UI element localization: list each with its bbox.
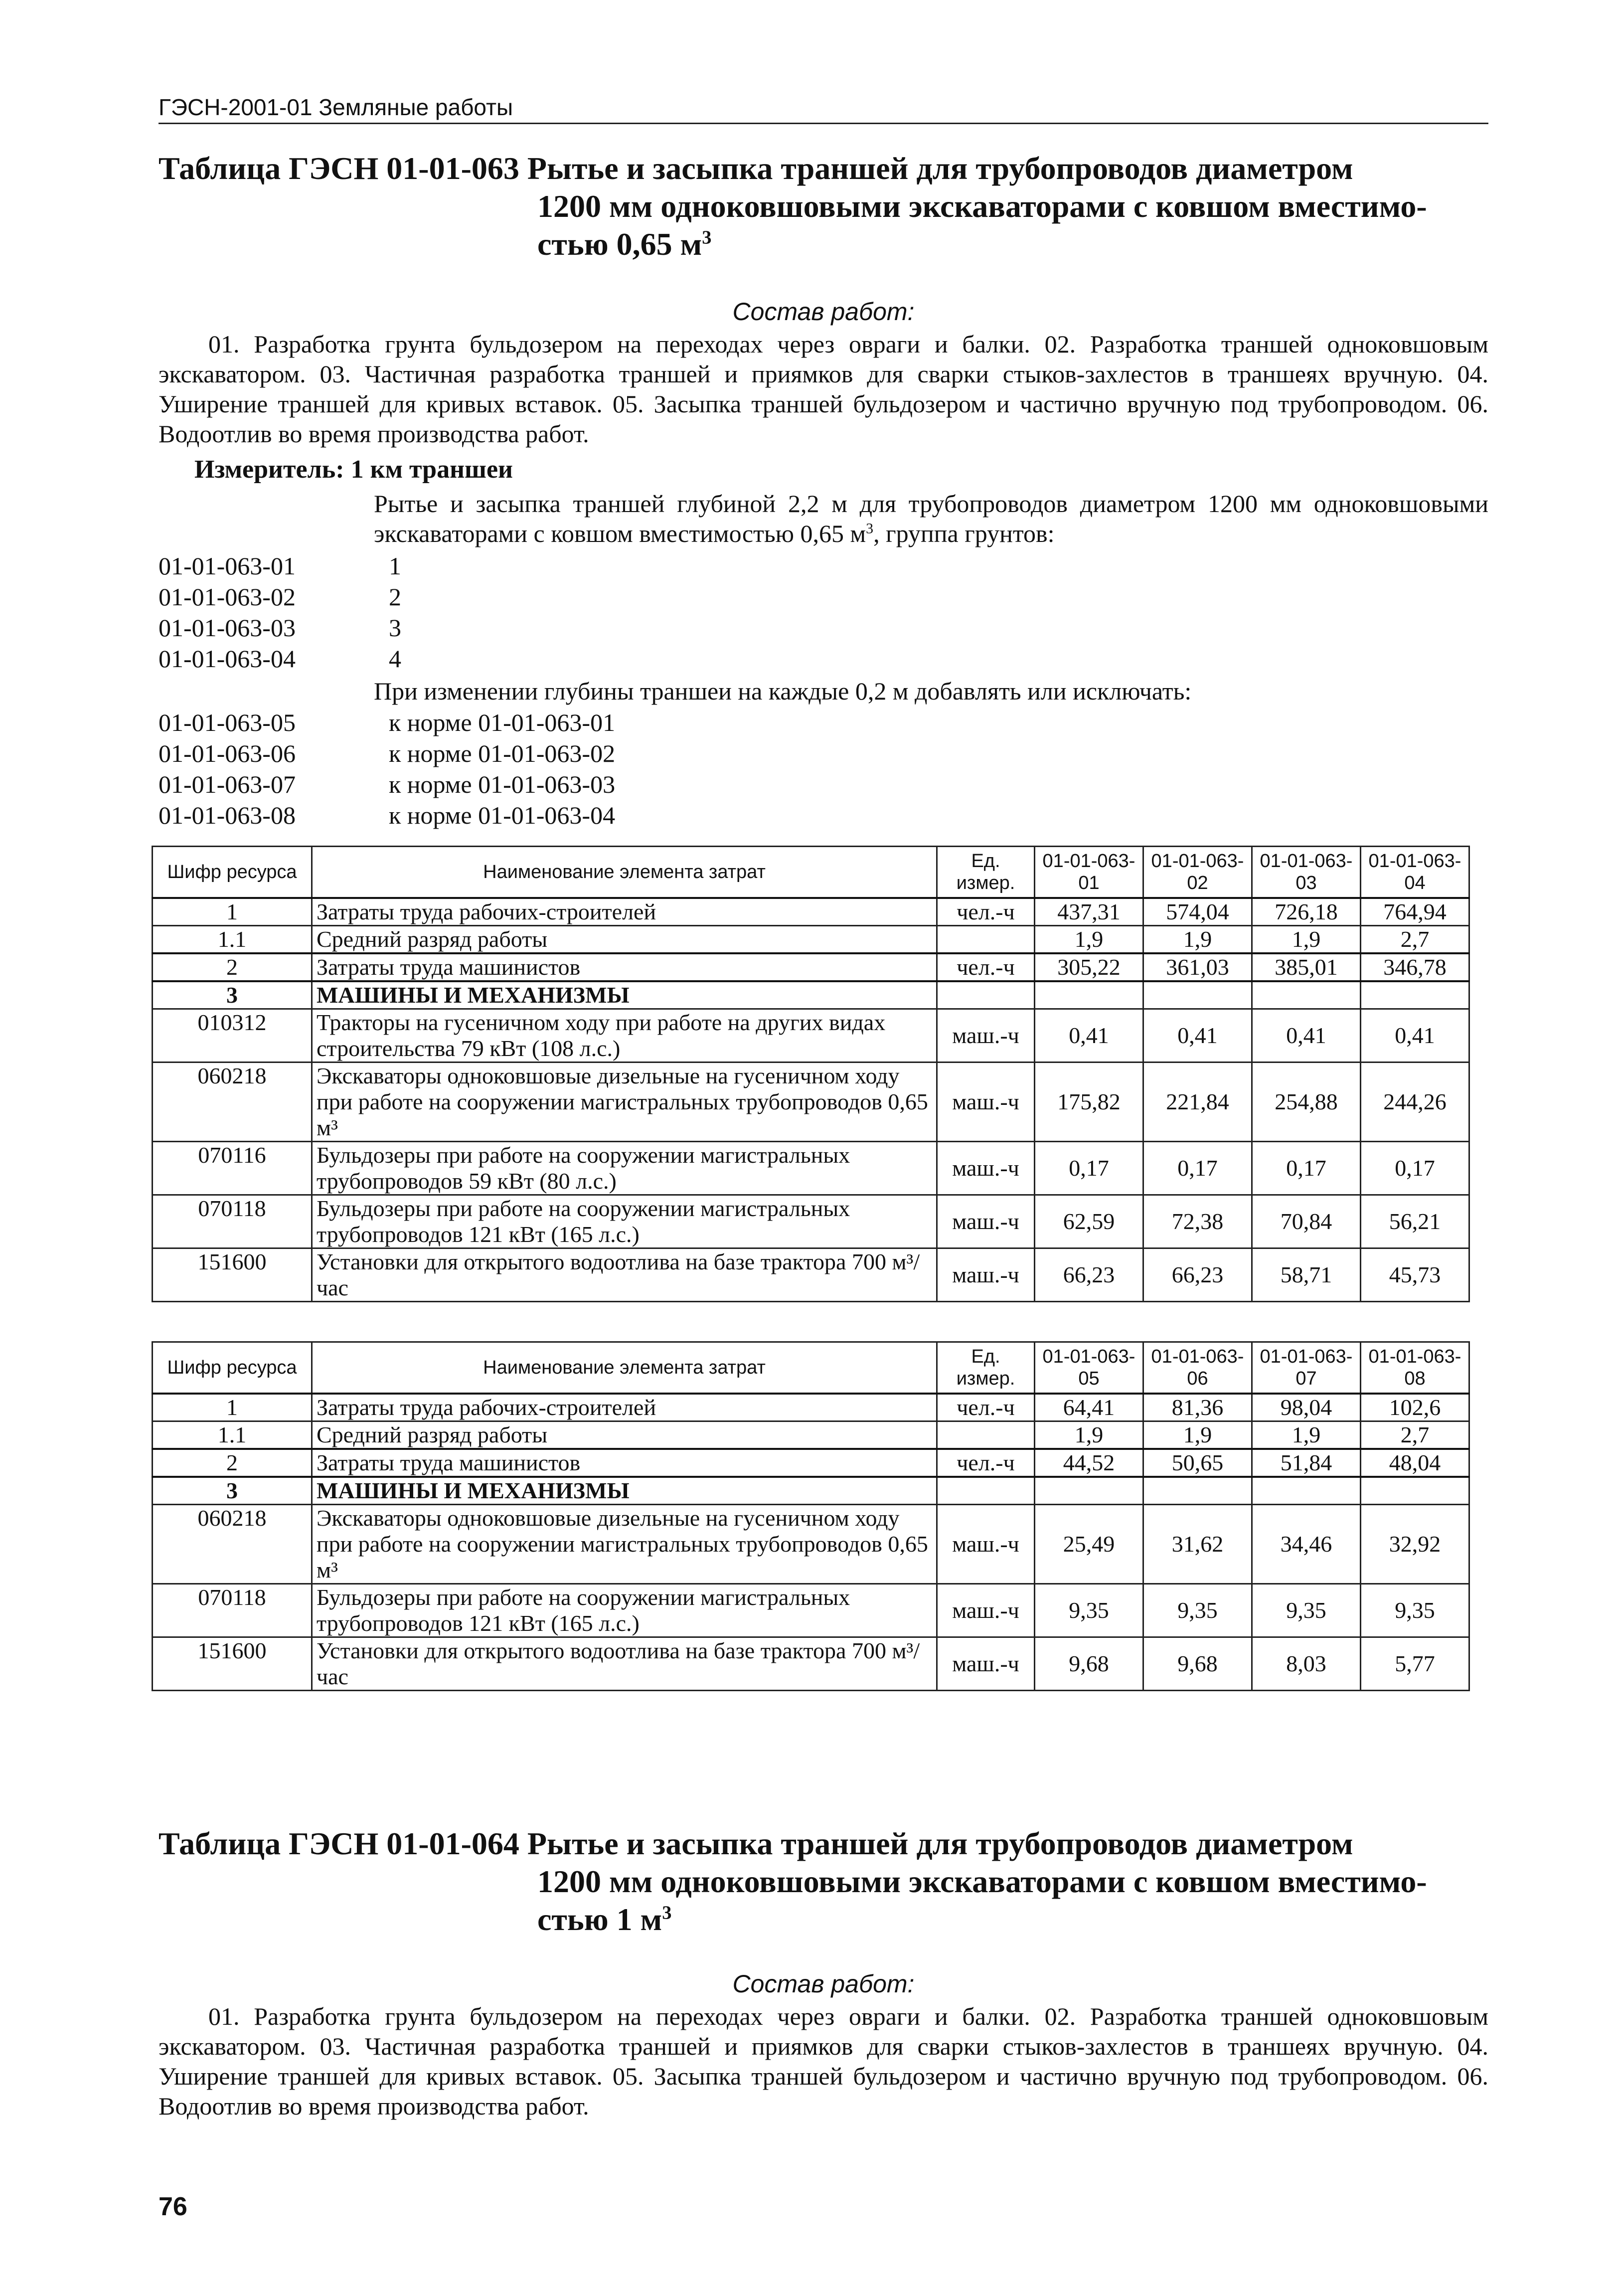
value-cell: 9,68: [1143, 1637, 1252, 1691]
value-cell: 50,65: [1143, 1449, 1252, 1477]
title-line-3: стью 0,65 $м^3$: [537, 226, 712, 262]
table-row: [153, 953, 1469, 981]
value-cell: 66,23: [1035, 1248, 1143, 1302]
value-cell: 2,7: [1361, 1421, 1469, 1449]
column-header: 01-01-063-08: [1361, 1342, 1469, 1394]
table-row: [153, 1637, 1469, 1691]
value-cell: 9,35: [1361, 1584, 1469, 1637]
value-cell: 221,84: [1143, 1062, 1252, 1142]
column-header: Ед. измер.: [937, 847, 1035, 898]
table-row: [153, 1394, 1469, 1421]
value-cell: 0,41: [1143, 1009, 1252, 1062]
unit-cell: чел.-ч: [937, 1449, 1035, 1477]
value-cell: 58,71: [1252, 1248, 1361, 1302]
column-header: 01-01-063-07: [1252, 1342, 1361, 1394]
value-cell: 64,41: [1035, 1394, 1143, 1421]
resource-code-cell: 010312: [153, 1009, 312, 1062]
resource-code-cell: 070118: [153, 1195, 312, 1248]
value-cell: 254,88: [1252, 1062, 1361, 1142]
work-composition-text: 01. Разработка грунта бульдозером на переходах через овраги и балки. 02. Разработка траншей одноковшовым экскаватором. 03. Частичная разработка траншей и приямков для сварки стыков-захлестов в траншеях вручную. 04. Уширение траншей для кривых вставок. 05. Засыпка траншей бульдозером и частично вручную под трубопроводом. 06. Водоотлив во время производства работ.: [159, 330, 1488, 448]
value-cell: 726,18: [1252, 898, 1361, 926]
resource-code-cell: 151600: [153, 1637, 312, 1691]
value-cell: 1,9: [1143, 1421, 1252, 1449]
value-cell: 25,49: [1035, 1505, 1143, 1584]
unit-cell: [937, 1477, 1035, 1505]
norm-code-value: к норме 01-01-063-04: [389, 801, 616, 829]
resource-name-cell: Экскаваторы одноковшовые дизельные на гусеничном ходу при работе на сооружении магистральных трубопроводов 0,65 м³: [312, 1062, 937, 1142]
unit-cell: маш.-ч: [937, 1248, 1035, 1302]
title-line-2: 1200 мм одноковшовыми экскаваторами с ковшом вместимо-: [537, 188, 1427, 224]
value-cell: 1,9: [1252, 1421, 1361, 1449]
value-cell: 0,41: [1361, 1009, 1469, 1062]
unit-cell: чел.-ч: [937, 898, 1035, 926]
resource-code-cell: 3: [153, 981, 312, 1009]
resource-name-cell: МАШИНЫ И МЕХАНИЗМЫ: [312, 1477, 937, 1505]
resource-name-cell: Затраты труда рабочих-строителей: [312, 898, 937, 926]
resource-name-cell: Тракторы на гусеничном ходу при работе на других видах строительства 79 кВт (108 л.с.): [312, 1009, 937, 1062]
value-cell: 56,21: [1361, 1195, 1469, 1248]
table-row: [153, 1449, 1469, 1477]
value-cell: 9,35: [1035, 1584, 1143, 1637]
value-cell: 102,6: [1361, 1394, 1469, 1421]
table-title-063: [159, 150, 1494, 263]
value-cell: 62,59: [1035, 1195, 1143, 1248]
value-cell: 0,17: [1143, 1142, 1252, 1195]
resource-code-cell: 3: [153, 1477, 312, 1505]
resource-code-cell: 2: [153, 953, 312, 981]
column-header: 01-01-063-01: [1035, 847, 1143, 898]
value-cell: 48,04: [1361, 1449, 1469, 1477]
value-cell: 66,23: [1143, 1248, 1252, 1302]
column-header: 01-01-063-04: [1361, 847, 1469, 898]
value-cell: 44,52: [1035, 1449, 1143, 1477]
value-cell: 81,36: [1143, 1394, 1252, 1421]
title-line-1: Таблица ГЭСН 01-01-064 Рытье и засыпка траншей для трубопроводов диаметром: [159, 1826, 1353, 1861]
column-header: 01-01-063-02: [1143, 847, 1252, 898]
column-header: Шифр ресурса: [153, 847, 312, 898]
table-row: [153, 1584, 1469, 1637]
value-cell: [1035, 981, 1143, 1009]
value-cell: [1361, 1477, 1469, 1505]
norm-code-value: 2: [389, 583, 401, 611]
resource-name-cell: МАШИНЫ И МЕХАНИЗМЫ: [312, 981, 937, 1009]
column-header: 01-01-063-03: [1252, 847, 1361, 898]
unit-cell: чел.-ч: [937, 1394, 1035, 1421]
resource-code-cell: 1: [153, 1394, 312, 1421]
work-composition-heading: Состав работ:: [732, 298, 915, 326]
value-cell: 9,35: [1143, 1584, 1252, 1637]
resource-code-cell: 1.1: [153, 1421, 312, 1449]
page-number: 76: [159, 2192, 187, 2221]
title-line-1: Таблица ГЭСН 01-01-063 Рытье и засыпка траншей для трубопроводов диаметром: [159, 151, 1353, 186]
resource-name-cell: Затраты труда машинистов: [312, 953, 937, 981]
value-cell: 45,73: [1361, 1248, 1469, 1302]
column-header: 01-01-063-05: [1035, 1342, 1143, 1394]
value-cell: 0,17: [1361, 1142, 1469, 1195]
header-rule: [159, 123, 1488, 124]
table-row: [153, 1248, 1469, 1302]
unit-cell: маш.-ч: [937, 1637, 1035, 1691]
norm-code-value: к норме 01-01-063-03: [389, 770, 616, 798]
title-line-3: стью 1 $м^3$: [537, 1902, 672, 1937]
norm-code: 01-01-063-01: [159, 552, 296, 580]
value-cell: 574,04: [1143, 898, 1252, 926]
value-cell: 34,46: [1252, 1505, 1361, 1584]
unit-cell: [937, 981, 1035, 1009]
column-header: Шифр ресурса: [153, 1342, 312, 1394]
resource-code-cell: 070116: [153, 1142, 312, 1195]
running-head: ГЭСН-2001-01 Земляные работы: [159, 94, 513, 120]
value-cell: 72,38: [1143, 1195, 1252, 1248]
value-cell: 31,62: [1143, 1505, 1252, 1584]
depth-note: При изменении глубины траншеи на каждые 0,2 м добавлять или исключать:: [374, 677, 1192, 705]
value-cell: 437,31: [1035, 898, 1143, 926]
resource-name-cell: Установки для открытого водоотлива на базе трактора 700 м³/час: [312, 1637, 937, 1691]
value-cell: 361,03: [1143, 953, 1252, 981]
resource-code-cell: 151600: [153, 1248, 312, 1302]
value-cell: 0,41: [1035, 1009, 1143, 1062]
value-cell: 1,9: [1035, 1421, 1143, 1449]
value-cell: 51,84: [1252, 1449, 1361, 1477]
table-row: [153, 1009, 1469, 1062]
column-header: Наименование элемента затрат: [312, 1342, 937, 1394]
resource-name-cell: Бульдозеры при работе на сооружении магистральных трубопроводов 59 кВт (80 л.с.): [312, 1142, 937, 1195]
norm-code-value: 3: [389, 614, 401, 642]
unit-cell: [937, 1421, 1035, 1449]
resource-table-063-05-08: [152, 1341, 1470, 1691]
table-row: [153, 1142, 1469, 1195]
value-cell: 0,41: [1252, 1009, 1361, 1062]
value-cell: 385,01: [1252, 953, 1361, 981]
value-cell: [1143, 1477, 1252, 1505]
unit-cell: чел.-ч: [937, 953, 1035, 981]
value-cell: 1,9: [1252, 926, 1361, 954]
value-cell: [1143, 981, 1252, 1009]
resource-code-cell: 2: [153, 1449, 312, 1477]
norm-code: 01-01-063-05: [159, 708, 296, 736]
unit-cell: маш.-ч: [937, 1505, 1035, 1584]
resource-table-063-01-04: [152, 846, 1470, 1302]
value-cell: [1035, 1477, 1143, 1505]
value-cell: [1361, 981, 1469, 1009]
value-cell: 5,77: [1361, 1637, 1469, 1691]
value-cell: 2,7: [1361, 926, 1469, 954]
table-row: [153, 1505, 1469, 1584]
work-composition-text: 01. Разработка грунта бульдозером на переходах через овраги и балки. 02. Разработка траншей одноковшовым экскаватором. 03. Частичная разработка траншей и приямков для сварки стыков-захлестов в траншеях вручную. 04. Уширение траншей для кривых вставок. 05. Засыпка траншей бульдозером и частично вручную под трубопроводом. 06. Водоотлив во время производства работ.: [159, 2002, 1488, 2120]
norm-code-value: к норме 01-01-063-01: [389, 708, 616, 736]
table-row: [153, 1195, 1469, 1248]
resource-name-cell: Средний разряд работы: [312, 1421, 937, 1449]
unit-cell: [937, 926, 1035, 954]
table-row: [153, 1421, 1469, 1449]
resource-code-cell: 1.1: [153, 926, 312, 954]
value-cell: 98,04: [1252, 1394, 1361, 1421]
unit-cell: маш.-ч: [937, 1195, 1035, 1248]
norm-code: 01-01-063-03: [159, 614, 296, 642]
value-cell: [1252, 981, 1361, 1009]
title-line-2: 1200 мм одноковшовыми экскаваторами с ковшом вместимо-: [537, 1864, 1427, 1899]
norm-code-value: к норме 01-01-063-02: [389, 739, 616, 767]
resource-name-cell: Затраты труда машинистов: [312, 1449, 937, 1477]
unit-cell: маш.-ч: [937, 1584, 1035, 1637]
resource-name-cell: Экскаваторы одноковшовые дизельные на гусеничном ходу при работе на сооружении магистральных трубопроводов 0,65 м³: [312, 1505, 937, 1584]
value-cell: 346,78: [1361, 953, 1469, 981]
table-row: [153, 981, 1469, 1009]
value-cell: 1,9: [1143, 926, 1252, 954]
unit-cell: маш.-ч: [937, 1142, 1035, 1195]
unit-cell: маш.-ч: [937, 1009, 1035, 1062]
value-cell: 175,82: [1035, 1062, 1143, 1142]
norm-code: 01-01-063-07: [159, 770, 296, 798]
value-cell: 9,35: [1252, 1584, 1361, 1637]
norm-intro: Рытье и засыпка траншей глубиной 2,2 м для трубопроводов диаметром 1200 мм одноковшовыми экскаваторами с ковшом вместимостью 0,65 $м^3$, группа грунтов:: [374, 490, 1488, 547]
table-row: [153, 1477, 1469, 1505]
value-cell: 9,68: [1035, 1637, 1143, 1691]
resource-code-cell: 070118: [153, 1584, 312, 1637]
resource-name-cell: Средний разряд работы: [312, 926, 937, 954]
column-header: Наименование элемента затрат: [312, 847, 937, 898]
value-cell: 305,22: [1035, 953, 1143, 981]
norm-code: 01-01-063-04: [159, 645, 296, 673]
value-cell: 1,9: [1035, 926, 1143, 954]
value-cell: 32,92: [1361, 1505, 1469, 1584]
meter: [194, 455, 513, 484]
table-title-064: [159, 1825, 1494, 1939]
unit-cell: маш.-ч: [937, 1062, 1035, 1142]
norm-code: 01-01-063-02: [159, 583, 296, 611]
value-cell: 0,17: [1252, 1142, 1361, 1195]
resource-code-cell: 060218: [153, 1505, 312, 1584]
value-cell: 8,03: [1252, 1637, 1361, 1691]
table-row: [153, 898, 1469, 926]
meter-value: 1 км траншеи: [350, 455, 513, 484]
norm-code-value: 4: [389, 645, 401, 673]
resource-name-cell: Бульдозеры при работе на сооружении магистральных трубопроводов 121 кВт (165 л.с.): [312, 1195, 937, 1248]
norm-code-value: 1: [389, 552, 401, 580]
norm-code: 01-01-063-06: [159, 739, 296, 767]
norm-code: 01-01-063-08: [159, 801, 296, 829]
value-cell: 244,26: [1361, 1062, 1469, 1142]
column-header: 01-01-063-06: [1143, 1342, 1252, 1394]
resource-name-cell: Установки для открытого водоотлива на базе трактора 700 м³/час: [312, 1248, 937, 1302]
value-cell: 0,17: [1035, 1142, 1143, 1195]
column-header: Ед. измер.: [937, 1342, 1035, 1394]
value-cell: 70,84: [1252, 1195, 1361, 1248]
value-cell: [1252, 1477, 1361, 1505]
value-cell: 764,94: [1361, 898, 1469, 926]
resource-code-cell: 1: [153, 898, 312, 926]
resource-name-cell: Бульдозеры при работе на сооружении магистральных трубопроводов 121 кВт (165 л.с.): [312, 1584, 937, 1637]
meter-label: Измеритель:: [194, 455, 344, 484]
table-row: [153, 926, 1469, 954]
table-row: [153, 1062, 1469, 1142]
resource-name-cell: Затраты труда рабочих-строителей: [312, 1394, 937, 1421]
work-composition-heading: Состав работ:: [732, 1970, 915, 1998]
resource-code-cell: 060218: [153, 1062, 312, 1142]
